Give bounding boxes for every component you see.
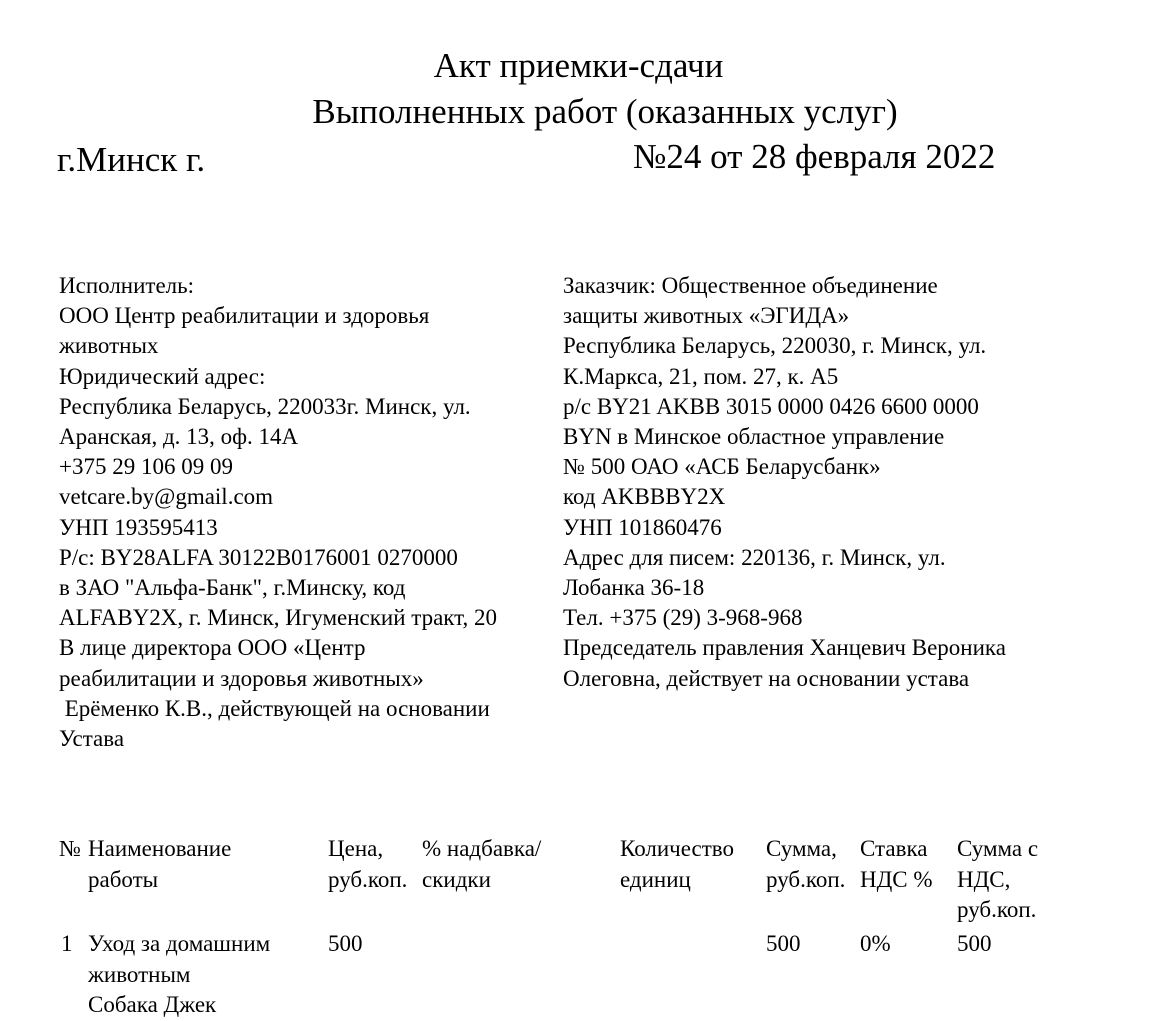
customer-line: код AKBBBY2X bbox=[563, 484, 726, 510]
document-title-line-1: Акт приемки-сдачи bbox=[433, 46, 724, 85]
customer-line: Тел. +375 (29) 3-968-968 bbox=[563, 605, 803, 631]
executor-line: В лице директора ООО «Центр bbox=[59, 635, 366, 661]
row-sum: 500 bbox=[766, 931, 801, 956]
executor-line: Ерёменко К.В., действующей на основании bbox=[59, 695, 490, 721]
row-service-name: Уход за домашним животным Собака Джек bbox=[88, 931, 271, 1017]
executor-line: Р/с: BY28ALFA 30122B0176001 0270000 bbox=[59, 544, 458, 570]
document-number-date: №24 от 28 февраля 2022 bbox=[633, 137, 996, 176]
table-header-markup: % надбавка/ скидки bbox=[422, 836, 542, 892]
row-num: 1 bbox=[61, 931, 73, 956]
document-city: г.Минск г. bbox=[57, 140, 206, 179]
customer-block bbox=[563, 271, 1153, 694]
customer-line: Адрес для писем: 220136, г. Минск, ул. bbox=[563, 544, 946, 570]
customer-line: Олеговна, действует на основании устава bbox=[563, 665, 970, 691]
table-header-name: Наименование работы bbox=[88, 836, 232, 892]
table-header-price: Цена, руб.коп. bbox=[328, 836, 408, 892]
table-header-total-with-vat: Сумма с НДС, руб.коп. bbox=[957, 836, 1039, 922]
executor-line: животных bbox=[59, 333, 159, 359]
customer-line: Председатель правления Ханцевич Вероника bbox=[563, 635, 1006, 661]
customer-line: Лобанка 36-18 bbox=[563, 575, 705, 601]
executor-line: Исполнитель: bbox=[59, 273, 195, 298]
executor-block bbox=[59, 271, 559, 754]
customer-line: р/с BY21 AKBB 3015 0000 0426 6600 0000 bbox=[563, 393, 979, 419]
customer-line: УНП 101860476 bbox=[563, 514, 722, 540]
executor-line: Устава bbox=[59, 726, 125, 752]
row-price: 500 bbox=[328, 931, 363, 956]
document-title-line-2: Выполненных работ (оказанных услуг) bbox=[312, 92, 898, 131]
executor-line: Республика Беларусь, 220033г. Минск, ул. bbox=[59, 393, 471, 419]
executor-line: реабилитации и здоровья животных» bbox=[59, 665, 424, 691]
table-header-num: № bbox=[59, 836, 81, 861]
customer-line: Заказчик: Общественное объединение bbox=[563, 273, 938, 298]
executor-line: ALFABY2X, г. Минск, Игуменский тракт, 20 bbox=[59, 605, 497, 631]
row-total-with-vat: 500 bbox=[957, 931, 992, 956]
executor-line: Аранская, д. 13, оф. 14А bbox=[59, 424, 299, 450]
customer-line: К.Маркса, 21, пом. 27, к. А5 bbox=[563, 363, 839, 389]
customer-line: № 500 ОАО «АСБ Беларусбанк» bbox=[563, 454, 881, 480]
customer-line: защиты животных «ЭГИДА» bbox=[563, 303, 850, 329]
executor-line: Юридический адрес: bbox=[59, 363, 266, 389]
executor-line: УНП 193595413 bbox=[59, 514, 218, 540]
customer-line: Республика Беларусь, 220030, г. Минск, ул. bbox=[563, 333, 987, 359]
executor-line: в ЗАО "Альфа-Банк", г.Минску, код bbox=[59, 575, 406, 601]
table-header-sum: Сумма, руб.коп. bbox=[766, 836, 846, 892]
executor-line: vetcare.by@gmail.com bbox=[59, 484, 274, 510]
customer-line: BYN в Минское областное управление bbox=[563, 424, 945, 450]
executor-line: ООО Центр реабилитации и здоровья bbox=[59, 303, 430, 329]
table-header-quantity: Количество единиц bbox=[620, 836, 734, 892]
executor-line: +375 29 106 09 09 bbox=[59, 454, 233, 480]
row-vat-rate: 0% bbox=[860, 931, 891, 956]
table-header-vat-rate: Ставка НДС % bbox=[860, 836, 933, 892]
